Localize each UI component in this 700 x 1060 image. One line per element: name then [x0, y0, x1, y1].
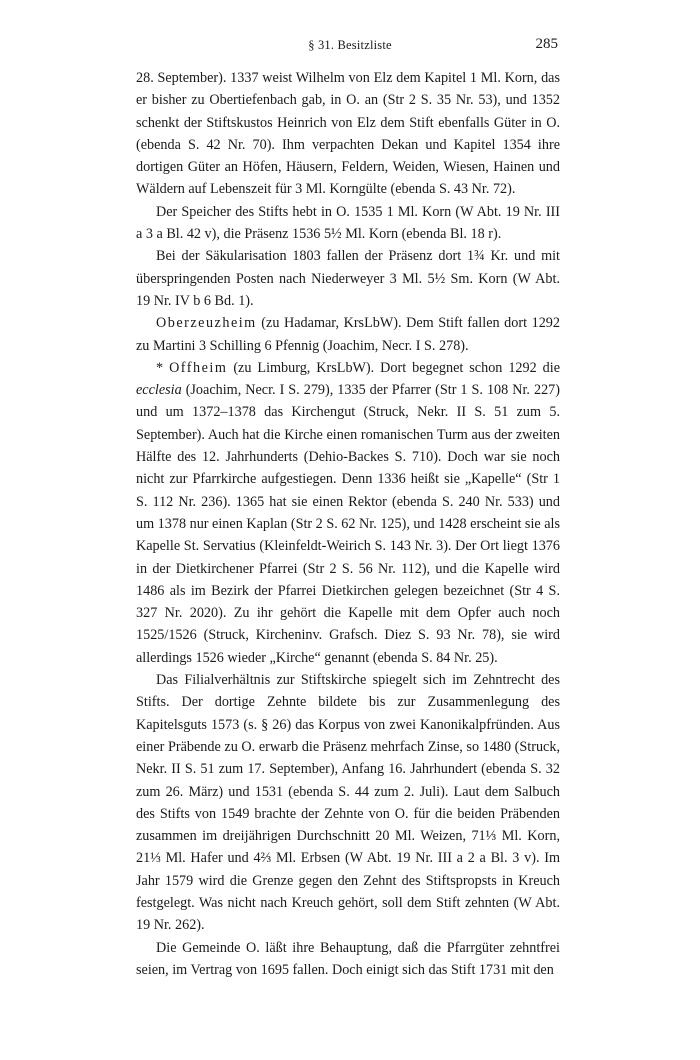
- place-name-oberzeuzheim: Oberzeuzheim: [156, 315, 257, 332]
- asterisk-marker: *: [156, 359, 170, 376]
- paragraph-1: 28. September). 1337 weist Wilhelm von Elz dem Kapitel 1 Ml. Korn, das er bisher zu Obertiefenbach gab, in O. an (Str 2 S. 35 Nr. 53), und 1352 schenkt der Stiftskustos Heinrich von Elz dem Stift ebenfalls Güter in O. (ebenda S. 42 Nr. 70). Ihm verpachten Dekan und Kapitel 1354 ihre dortigen Güter an Höfen, Häusern, Feldern, Weiden, Wiesen, Hainen und Wäldern auf Lebenszeit für 3 Ml. Korngülte (ebenda S. 43 Nr. 72).: [136, 70, 560, 198]
- running-title: § 31. Besitzliste: [308, 38, 392, 52]
- italic-term: ecclesia: [136, 382, 182, 399]
- paragraph-oberzeuzheim: [136, 312, 560, 357]
- paragraph-offheim: [136, 357, 560, 669]
- paragraph-3: Bei der Säkularisation 1803 fallen der Präsenz dort 1¾ Kr. und mit überspringenden Posten nach Niederweyer 3 Ml. 5½ Sm. Korn (W Abt. 19 Nr. IV b 6 Bd. 1).: [136, 248, 560, 309]
- page-number: 285: [535, 36, 558, 52]
- body-text: [136, 67, 560, 981]
- paragraph-oberzeuzheim-text: (zu Hadamar, KrsLbW). Dem Stift fallen dort 1292 zu Martini 3 Schilling 6 Pfennig (Joachim, Necr. I S. 278).: [136, 315, 560, 354]
- paragraph-offheim-text-b: (Joachim, Necr. I S. 279), 1335 der Pfarrer (Str 1 S. 108 Nr. 227) und um 1372–1378 das Kirchengut (Struck, Nekr. II S. 51 zum 5. September). Auch hat die Kirche einen romanischen Turm aus der zweiten Hälfte des 12. Jahrhunderts (Dehio-Backes S. 710). Doch war sie noch nicht zur Pfarrkirche aufgestiegen. Denn 1336 heißt sie „Kapelle“ (Str 1 S. 112 Nr. 236). 1365 hat sie einen Rektor (ebenda S. 240 Nr. 533) und um 1378 nur einen Kaplan (Str 2 S. 62 Nr. 125), und 1428 erscheint sie als Kapelle St. Servatius (Kleinfeldt-Weirich S. 143 Nr. 3). Der Ort liegt 1376 in der Dietkirchener Pfarrei (Str 2 S. 56 Nr. 112), und die Kapelle wird 1486 als im Bezirk der Pfarrei Dietkirchen gelegen bezeichnet (Str 4 S. 327 Nr. 2020). Zu ihr gehört die Kapelle mit dem Opfer auch noch 1525/1526 (Struck, Kircheninv. Grafsch. Diez S. 93 Nr. 78), sie wird allerdings 1526 wieder „Kirche“ genannt (ebenda S. 84 Nr. 25).: [136, 382, 560, 666]
- place-name-offheim: Offheim: [169, 359, 228, 376]
- paragraph-filial: Das Filialverhältnis zur Stiftskirche spiegelt sich im Zehntrecht des Stifts. Der dortige Zehnte bildete bis zur Zusammenlegung des Kapitelsguts 1573 (s. § 26) das Korpus von zwei Kanonikalpfründen. Aus einer Präbende zu O. erwarb die Präsenz mehrfach Zinse, so 1480 (Struck, Nekr. II S. 51 zum 17. September), Anfang 16. Jahrhundert (ebenda S. 32 zum 26. März) und 1531 (ebenda S. 44 zum 2. Juli). Laut dem Salbuch des Stifts von 1549 brachte der Zehnte von O. für die beiden Präbenden zusammen im dreijährigen Durchschnitt 20 Ml. Weizen, 71⅓ Ml. Korn, 21⅓ Ml. Hafer und 4⅔ Ml. Erbsen (W Abt. 19 Nr. III a 2 a Bl. 3 v). Im Jahr 1579 wird die Grenze gegen den Zehnt des Stiftspropsts in Kreuch festgelegt. Was nicht nach Kreuch gehört, soll dem Stift zehnten (W Abt. 19 Nr. 262).: [136, 672, 560, 934]
- paragraph-gemeinde: Die Gemeinde O. läßt ihre Behauptung, daß die Pfarrgüter zehntfrei seien, im Vertrag von 1695 fallen. Doch einigt sich das Stift 1731 mit den: [136, 939, 560, 978]
- paragraph-2: Der Speicher des Stifts hebt in O. 1535 1 Ml. Korn (W Abt. 19 Nr. III a 3 a Bl. 42 v), die Präsenz 1536 5½ Ml. Korn (ebenda Bl. 18 r).: [136, 203, 560, 243]
- paragraph-offheim-text-a: (zu Limburg, KrsLbW). Dort begegnet schon 1292 die: [227, 359, 561, 376]
